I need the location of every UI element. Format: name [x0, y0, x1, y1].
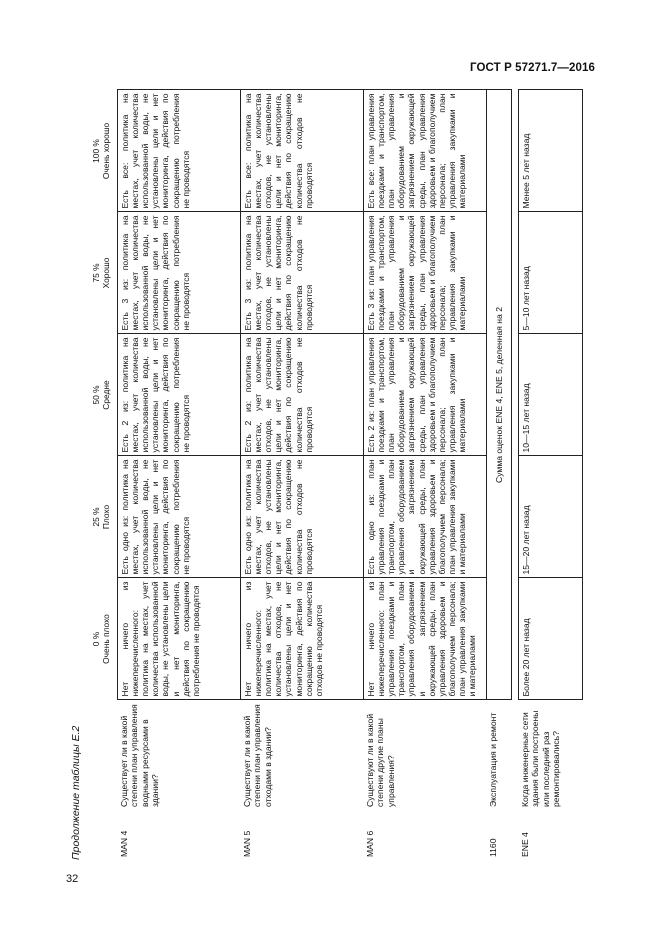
- level-label: Хорошо: [100, 257, 111, 289]
- criteria-cell: Есть все: политика на местах, учет количества использованной воды, не установлены цели и нет мониторинга, действия по сокращению потребления не проводятся: [117, 90, 240, 212]
- row-question: Существуют ли в какой степени другие планы управления?: [365, 713, 396, 807]
- rotated-page-body: [70, 90, 561, 860]
- row-code: MAN 4: [119, 830, 130, 857]
- table-row-ene4: [518, 90, 582, 860]
- criteria-cell: Есть 2 из: политика на местах, учет количества отходов, не установлены цели и нет мониторинга, действия по сокращению количества отходов не проводятся: [240, 334, 363, 456]
- criteria-cell: Более 20 лет назад: [518, 578, 582, 700]
- row-code: MAN 6: [365, 830, 376, 857]
- level-pct: 75 %: [91, 263, 101, 283]
- criteria-cell: Есть все: план управления поездками и транспортом, план управления оборудованием и загрязнением окружающей среды, план управления здоровьем и благополучием персонала; план управления закупками и материалами: [363, 90, 486, 212]
- section-code: 1160: [488, 838, 499, 857]
- row-question: Существует ли в какой степени план управления отходами в здании?: [242, 704, 273, 807]
- header-row: [92, 90, 117, 860]
- row-question: Существует ли в какой степени план управления водными ресурсами в здании?: [119, 704, 160, 807]
- criteria-cell: Есть 3 из: политика на местах, учет количества отходов, не установлены цели и нет мониторинга, действия по сокращению количества отходов не проводятся: [240, 212, 363, 334]
- row-code: MAN 5: [242, 830, 253, 857]
- criteria-cell: Есть все: политика на местах, учет количества отходов, не установлены цели и нет мониторинга, действия по сокращению количества отходов не проводятся: [240, 90, 363, 212]
- criteria-cell: 10—15 лет назад: [518, 334, 582, 456]
- row-code: ENE 4: [520, 832, 531, 857]
- level-pct: 0 %: [91, 631, 101, 647]
- level-label: Плохо: [100, 504, 111, 530]
- table-row-man4: [117, 90, 240, 860]
- assessment-table: [92, 90, 583, 861]
- criteria-cell: Нет ничего из нижеперечисленного: политика на местах, учет количества использованной воды, не установлены цели и нет мониторинга, действия по сокращению потребления не проводятся: [117, 578, 240, 700]
- criteria-cell: Менее 5 лет назад: [518, 90, 582, 212]
- criteria-cell: Нет ничего из нижеперечисленного: план управления поездками и транспортом, план управления оборудованием и загрязнением окружающей среды, план управления здоровьем и благополучием персонала; план управления закупками и материалами: [363, 578, 486, 700]
- criteria-cell: 5—10 лет назад: [518, 212, 582, 334]
- level-pct: 50 %: [91, 385, 101, 405]
- criteria-cell: Есть одно из: политика на местах, учет количества использованной воды, не установлены цели и нет мониторинга, действия по сокращению потребления не проводятся: [117, 456, 240, 578]
- header-empty-code: [92, 810, 117, 860]
- table-row-man6: [363, 90, 486, 860]
- criteria-cell: 15—20 лет назад: [518, 456, 582, 578]
- criteria-cell: Есть 3 из: политика на местах, учет количества использованной воды, не установлены цели и нет мониторинга, действия по сокращению потребления не проводятся: [117, 212, 240, 334]
- criteria-cell: Есть одно из: план управления поездками и транспортом, план управления оборудованием и загрязнением окружающей среды, план управления здоровьем и благополучием персонала; план управления закупками и материалами: [363, 456, 486, 578]
- criteria-cell: Есть одно из: политика на местах, учет количества отходов, не установлены цели и нет мониторинга, действия по сокращению количества отходов не проводятся: [240, 456, 363, 578]
- section-sum-note: Сумма оценок ENE 4, ENE 5, деленная на 2: [486, 90, 511, 700]
- level-header-3: [92, 212, 117, 334]
- header-empty-question: [92, 700, 117, 810]
- section-title: Эксплуатация и ремонт: [488, 712, 499, 807]
- level-pct: 25 %: [91, 507, 101, 527]
- level-header-4: [92, 90, 117, 212]
- standard-header: ГОСТ Р 57271.7—2016: [470, 62, 595, 74]
- level-label: Средне: [100, 380, 111, 410]
- row-separator: [511, 90, 518, 860]
- criteria-cell: Есть 2 из: план управления поездками и транспортом, план управления оборудованием и загрязнением окружающей среды, план управления здоровьем и благополучием персонала; план управления закупками и материалами: [363, 334, 486, 456]
- row-question: Когда инженерные сети здания были построены или последний раз ремонтировались?: [520, 710, 561, 807]
- separator-cell: [511, 90, 518, 860]
- level-header-2: [92, 334, 117, 456]
- criteria-cell: Есть 3 из: план управления поездками и транспортом, план управления оборудованием и загрязнением окружающей среды, план управления здоровьем и благополучием персонала; план управления закупками и материалами: [363, 212, 486, 334]
- page-number: 32: [66, 873, 79, 885]
- level-pct: 100 %: [91, 139, 101, 163]
- criteria-cell: Есть 2 из: политика на местах, учет количества использованной воды, не установлены цели и нет мониторинга, действия по сокращению потребления не проводятся: [117, 334, 240, 456]
- level-header-1: [92, 456, 117, 578]
- table-row-man5: [240, 90, 363, 860]
- level-header-0: [92, 578, 117, 700]
- section-row: [486, 90, 511, 860]
- level-label: Очень хорошо: [100, 122, 111, 180]
- criteria-cell: Нет ничего из нижеперечисленного: политика на местах, учет количества отходов, не установлены цели и нет мониторинга, действия по сокращению количества отходов не проводятся: [240, 578, 363, 700]
- table-caption: Продолжение таблицы Е.2: [70, 725, 82, 860]
- level-label: Очень плохо: [100, 614, 111, 664]
